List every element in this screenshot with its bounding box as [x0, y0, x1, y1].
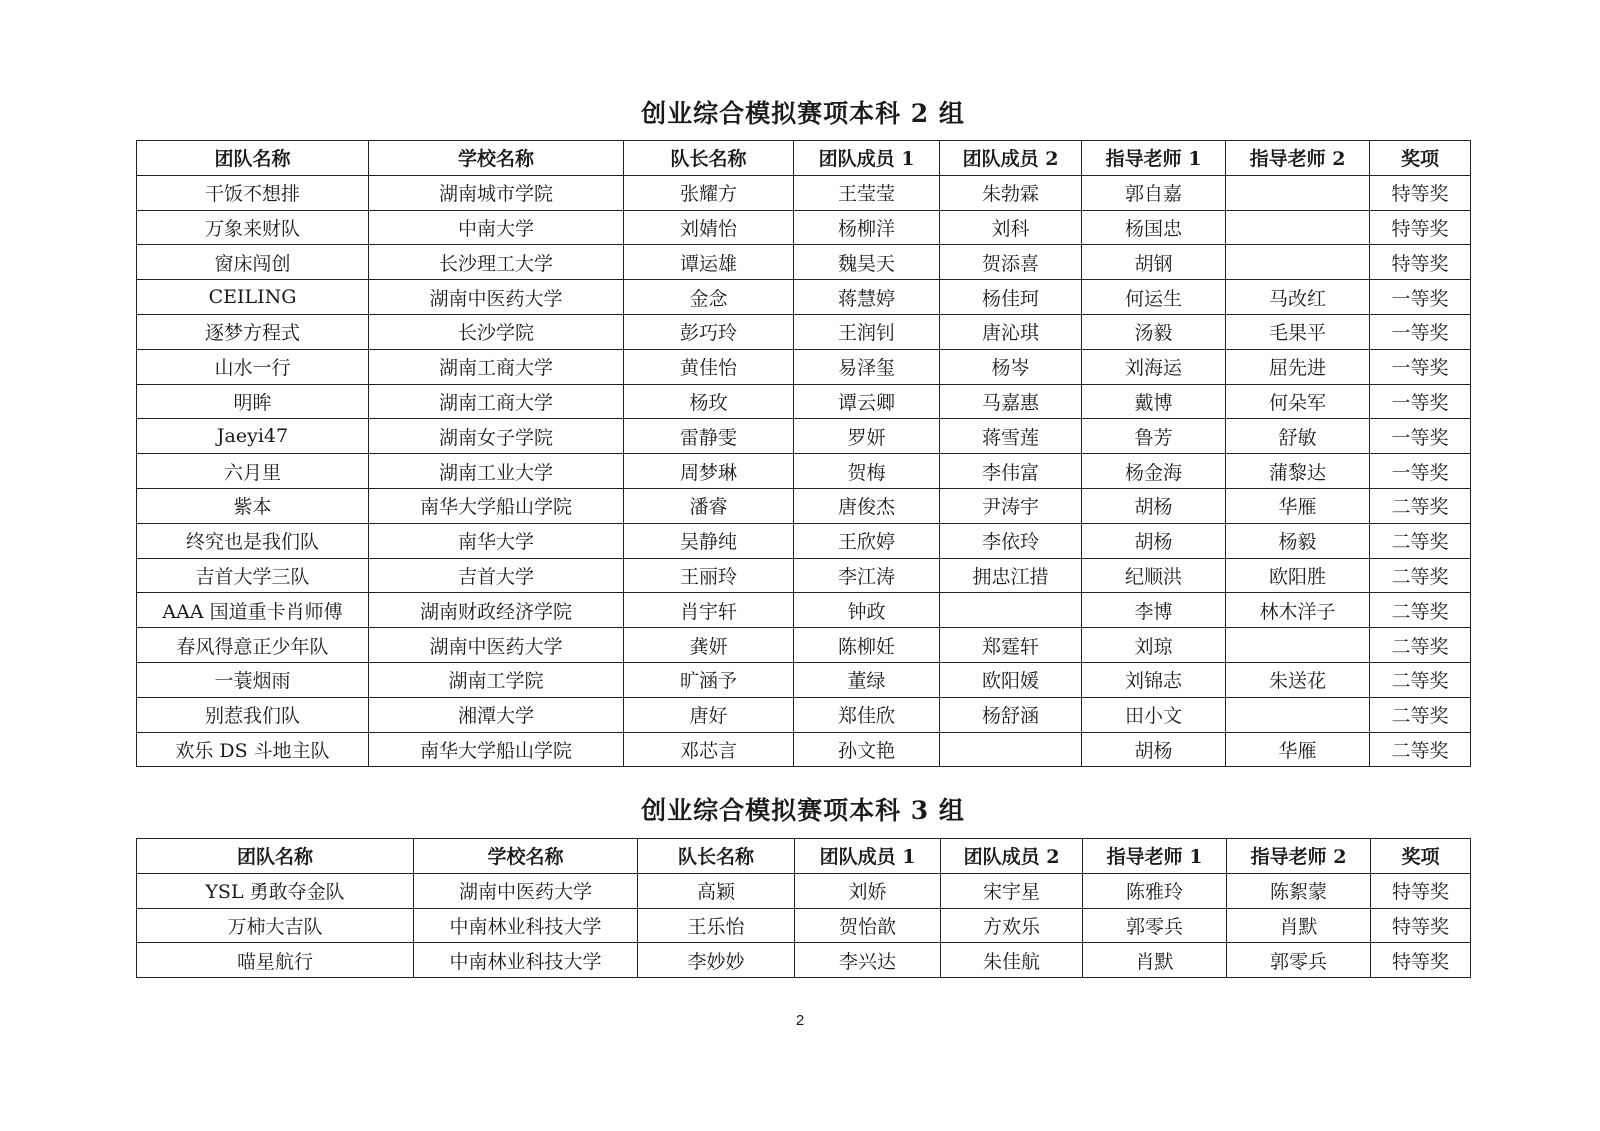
table-row — [137, 908, 1471, 943]
cell-advisor-2: 林木洋子 — [1226, 593, 1370, 628]
cell-captain-name: 谭运雄 — [624, 245, 794, 280]
header-team-member-2: 团队成员 2 — [940, 141, 1082, 176]
cell-captain-name: 潘睿 — [624, 488, 794, 523]
cell-team-name: 紫本 — [137, 488, 369, 523]
table-row — [137, 175, 1471, 210]
header-captain-name: 队长名称 — [638, 839, 795, 874]
header-team-name: 团队名称 — [137, 839, 414, 874]
cell-team-name: 欢乐 DS 斗地主队 — [137, 732, 369, 767]
header-advisor-2: 指导老师 2 — [1227, 839, 1371, 874]
table-header — [137, 141, 1471, 176]
header-advisor-1: 指导老师 1 — [1083, 839, 1227, 874]
cell-school-name: 湘潭大学 — [369, 697, 624, 732]
cell-school-name: 湖南财政经济学院 — [369, 593, 624, 628]
cell-award: 一等奖 — [1370, 384, 1471, 419]
cell-captain-name: 邓芯言 — [624, 732, 794, 767]
table-row — [137, 697, 1471, 732]
cell-award: 特等奖 — [1371, 873, 1471, 908]
cell-captain-name: 黄佳怡 — [624, 349, 794, 384]
cell-team-name: 六月里 — [137, 454, 369, 489]
cell-award: 特等奖 — [1370, 210, 1471, 245]
cell-team-member-2: 李伟富 — [940, 454, 1082, 489]
cell-team-member-2: 蒋雪莲 — [940, 419, 1082, 454]
header-award: 奖项 — [1370, 141, 1471, 176]
cell-team-member-1: 谭云卿 — [794, 384, 940, 419]
cell-advisor-1: 胡杨 — [1082, 732, 1226, 767]
cell-advisor-2 — [1226, 245, 1370, 280]
cell-advisor-2 — [1226, 210, 1370, 245]
table-row — [137, 488, 1471, 523]
cell-school-name: 湖南工学院 — [369, 662, 624, 697]
cell-advisor-2: 屈先进 — [1226, 349, 1370, 384]
cell-team-member-2: 郑霆轩 — [940, 628, 1082, 663]
header-team-name: 团队名称 — [137, 141, 369, 176]
cell-team-member-2: 朱勃霖 — [940, 175, 1082, 210]
cell-team-name: 吉首大学三队 — [137, 558, 369, 593]
cell-advisor-1: 鲁芳 — [1082, 419, 1226, 454]
cell-team-name: 终究也是我们队 — [137, 523, 369, 558]
cell-advisor-2: 马改红 — [1226, 280, 1370, 315]
cell-advisor-1: 胡杨 — [1082, 488, 1226, 523]
cell-team-member-2: 马嘉惠 — [940, 384, 1082, 419]
cell-advisor-2: 陈絮蒙 — [1227, 873, 1371, 908]
section-2-title: 创业综合模拟赛项本科 3 组 — [641, 796, 965, 825]
cell-captain-name: 高颖 — [638, 873, 795, 908]
table-body — [137, 873, 1471, 977]
table-row — [137, 873, 1471, 908]
cell-team-member-1: 易泽玺 — [794, 349, 940, 384]
cell-team-member-2 — [940, 732, 1082, 767]
cell-captain-name: 龚妍 — [624, 628, 794, 663]
cell-team-member-1: 贺梅 — [794, 454, 940, 489]
cell-advisor-1: 陈雅玲 — [1083, 873, 1227, 908]
cell-team-name: 春风得意正少年队 — [137, 628, 369, 663]
section-1-title: 创业综合模拟赛项本科 2 组 — [641, 99, 965, 128]
cell-captain-name: 刘婧怡 — [624, 210, 794, 245]
cell-captain-name: 王丽玲 — [624, 558, 794, 593]
table-row — [137, 454, 1471, 489]
cell-team-name: 明眸 — [137, 384, 369, 419]
cell-team-member-1: 陈柳妊 — [794, 628, 940, 663]
cell-team-member-1: 魏昊天 — [794, 245, 940, 280]
cell-team-name: 窗床闯创 — [137, 245, 369, 280]
cell-school-name: 湖南工业大学 — [369, 454, 624, 489]
table-row — [137, 593, 1471, 628]
cell-award: 一等奖 — [1370, 314, 1471, 349]
cell-award: 二等奖 — [1370, 628, 1471, 663]
cell-advisor-2: 舒敏 — [1226, 419, 1370, 454]
cell-advisor-2: 欧阳胜 — [1226, 558, 1370, 593]
cell-advisor-1: 刘锦志 — [1082, 662, 1226, 697]
cell-team-member-1: 王莹莹 — [794, 175, 940, 210]
cell-advisor-1: 戴博 — [1082, 384, 1226, 419]
cell-captain-name: 吴静纯 — [624, 523, 794, 558]
cell-team-name: 万象来财队 — [137, 210, 369, 245]
cell-team-name: 喵星航行 — [137, 943, 414, 978]
cell-team-member-1: 杨柳洋 — [794, 210, 940, 245]
cell-captain-name: 周梦琳 — [624, 454, 794, 489]
cell-advisor-1: 李博 — [1082, 593, 1226, 628]
header-school-name: 学校名称 — [369, 141, 624, 176]
cell-school-name: 湖南工商大学 — [369, 384, 624, 419]
cell-advisor-2 — [1226, 175, 1370, 210]
cell-advisor-1: 肖默 — [1083, 943, 1227, 978]
cell-team-member-2: 朱佳航 — [941, 943, 1083, 978]
cell-school-name: 湖南中医药大学 — [414, 873, 638, 908]
cell-school-name: 湖南中医药大学 — [369, 280, 624, 315]
table-row — [137, 314, 1471, 349]
cell-award: 二等奖 — [1370, 523, 1471, 558]
cell-team-name: 干饭不想排 — [137, 175, 369, 210]
table-row — [137, 349, 1471, 384]
cell-advisor-2: 朱送花 — [1226, 662, 1370, 697]
cell-team-member-1: 王欣婷 — [794, 523, 940, 558]
cell-team-name: AAA 国道重卡肖师傅 — [137, 593, 369, 628]
cell-advisor-2: 杨毅 — [1226, 523, 1370, 558]
cell-team-member-1: 钟政 — [794, 593, 940, 628]
cell-captain-name: 张耀方 — [624, 175, 794, 210]
cell-team-name: 别惹我们队 — [137, 697, 369, 732]
cell-award: 特等奖 — [1371, 943, 1471, 978]
cell-advisor-2 — [1226, 697, 1370, 732]
cell-team-member-2: 唐沁琪 — [940, 314, 1082, 349]
cell-school-name: 湖南城市学院 — [369, 175, 624, 210]
cell-team-member-2: 杨舒涵 — [940, 697, 1082, 732]
cell-team-member-2: 欧阳媛 — [940, 662, 1082, 697]
header-advisor-2: 指导老师 2 — [1226, 141, 1370, 176]
cell-award: 特等奖 — [1370, 245, 1471, 280]
cell-award: 一等奖 — [1370, 280, 1471, 315]
cell-team-member-2: 宋宇星 — [941, 873, 1083, 908]
cell-team-member-1: 郑佳欣 — [794, 697, 940, 732]
cell-advisor-2: 毛果平 — [1226, 314, 1370, 349]
table-header — [137, 839, 1471, 874]
cell-school-name: 吉首大学 — [369, 558, 624, 593]
cell-advisor-1: 杨金海 — [1082, 454, 1226, 489]
cell-team-member-1: 唐俊杰 — [794, 488, 940, 523]
cell-team-member-1: 董绿 — [794, 662, 940, 697]
cell-school-name: 长沙学院 — [369, 314, 624, 349]
cell-team-name: 逐梦方程式 — [137, 314, 369, 349]
cell-award: 二等奖 — [1370, 697, 1471, 732]
table-row — [137, 943, 1471, 978]
cell-advisor-1: 纪顺洪 — [1082, 558, 1226, 593]
cell-team-member-1: 刘娇 — [795, 873, 941, 908]
cell-team-name: YSL 勇敢夺金队 — [137, 873, 414, 908]
cell-award: 二等奖 — [1370, 662, 1471, 697]
cell-team-member-2: 杨岑 — [940, 349, 1082, 384]
cell-advisor-2: 华雁 — [1226, 488, 1370, 523]
cell-team-member-1: 孙文艳 — [794, 732, 940, 767]
cell-advisor-1: 田小文 — [1082, 697, 1226, 732]
cell-school-name: 南华大学 — [369, 523, 624, 558]
cell-award: 二等奖 — [1370, 488, 1471, 523]
cell-advisor-2: 华雁 — [1226, 732, 1370, 767]
cell-advisor-1: 郭自嘉 — [1082, 175, 1226, 210]
cell-team-member-1: 蒋慧婷 — [794, 280, 940, 315]
cell-captain-name: 杨玫 — [624, 384, 794, 419]
cell-advisor-1: 何运生 — [1082, 280, 1226, 315]
header-team-member-1: 团队成员 1 — [795, 839, 941, 874]
table-row — [137, 523, 1471, 558]
cell-team-member-1: 王润钊 — [794, 314, 940, 349]
cell-advisor-1: 刘海运 — [1082, 349, 1226, 384]
cell-advisor-2 — [1226, 628, 1370, 663]
table-row — [137, 280, 1471, 315]
cell-captain-name: 肖宇轩 — [624, 593, 794, 628]
cell-award: 一等奖 — [1370, 419, 1471, 454]
awards-table-section-2 — [136, 838, 1471, 978]
header-captain-name: 队长名称 — [624, 141, 794, 176]
cell-team-member-2: 拥忠江措 — [940, 558, 1082, 593]
table-row — [137, 732, 1471, 767]
cell-captain-name: 旷涵予 — [624, 662, 794, 697]
cell-team-member-2: 刘科 — [940, 210, 1082, 245]
cell-award: 特等奖 — [1370, 175, 1471, 210]
cell-award: 二等奖 — [1370, 558, 1471, 593]
cell-school-name: 南华大学船山学院 — [369, 488, 624, 523]
header-team-member-1: 团队成员 1 — [794, 141, 940, 176]
page-number: 2 — [795, 1012, 805, 1029]
cell-advisor-1: 杨国忠 — [1082, 210, 1226, 245]
cell-team-member-2: 贺添喜 — [940, 245, 1082, 280]
cell-team-name: 山水一行 — [137, 349, 369, 384]
cell-captain-name: 王乐怡 — [638, 908, 795, 943]
cell-team-name: CEILING — [137, 280, 369, 315]
cell-school-name: 湖南工商大学 — [369, 349, 624, 384]
table-row — [137, 210, 1471, 245]
cell-team-member-2: 尹涛宇 — [940, 488, 1082, 523]
cell-advisor-2: 肖默 — [1227, 908, 1371, 943]
cell-captain-name: 金念 — [624, 280, 794, 315]
cell-school-name: 中南林业科技大学 — [414, 908, 638, 943]
cell-advisor-2: 郭零兵 — [1227, 943, 1371, 978]
cell-school-name: 长沙理工大学 — [369, 245, 624, 280]
cell-team-member-2 — [940, 593, 1082, 628]
cell-school-name: 南华大学船山学院 — [369, 732, 624, 767]
cell-advisor-2: 何朵军 — [1226, 384, 1370, 419]
table-body — [137, 175, 1471, 767]
table-row — [137, 558, 1471, 593]
header-award: 奖项 — [1371, 839, 1471, 874]
cell-captain-name: 唐好 — [624, 697, 794, 732]
cell-team-member-1: 罗妍 — [794, 419, 940, 454]
cell-school-name: 湖南中医药大学 — [369, 628, 624, 663]
table-row — [137, 245, 1471, 280]
awards-table-section-1 — [136, 140, 1471, 767]
cell-team-member-1: 李江涛 — [794, 558, 940, 593]
cell-advisor-1: 汤毅 — [1082, 314, 1226, 349]
cell-school-name: 湖南女子学院 — [369, 419, 624, 454]
cell-award: 二等奖 — [1370, 732, 1471, 767]
header-school-name: 学校名称 — [414, 839, 638, 874]
table-row — [137, 384, 1471, 419]
cell-award: 二等奖 — [1370, 593, 1471, 628]
cell-team-member-1: 李兴达 — [795, 943, 941, 978]
cell-award: 一等奖 — [1370, 454, 1471, 489]
cell-captain-name: 彭巧玲 — [624, 314, 794, 349]
cell-advisor-2: 蒲黎达 — [1226, 454, 1370, 489]
cell-team-name: 一蓑烟雨 — [137, 662, 369, 697]
header-team-member-2: 团队成员 2 — [941, 839, 1083, 874]
cell-captain-name: 雷静雯 — [624, 419, 794, 454]
table-row — [137, 662, 1471, 697]
header-advisor-1: 指导老师 1 — [1082, 141, 1226, 176]
cell-advisor-1: 胡钢 — [1082, 245, 1226, 280]
cell-school-name: 中南林业科技大学 — [414, 943, 638, 978]
cell-advisor-1: 郭零兵 — [1083, 908, 1227, 943]
cell-team-name: Jaeyi47 — [137, 419, 369, 454]
cell-school-name: 中南大学 — [369, 210, 624, 245]
cell-team-member-2: 杨佳珂 — [940, 280, 1082, 315]
cell-captain-name: 李妙妙 — [638, 943, 795, 978]
cell-team-member-1: 贺怡歆 — [795, 908, 941, 943]
cell-team-member-2: 李依玲 — [940, 523, 1082, 558]
cell-advisor-1: 刘琼 — [1082, 628, 1226, 663]
table-row — [137, 419, 1471, 454]
cell-award: 一等奖 — [1370, 349, 1471, 384]
cell-award: 特等奖 — [1371, 908, 1471, 943]
cell-team-name: 万柿大吉队 — [137, 908, 414, 943]
table-row — [137, 628, 1471, 663]
cell-team-member-2: 方欢乐 — [941, 908, 1083, 943]
cell-advisor-1: 胡杨 — [1082, 523, 1226, 558]
